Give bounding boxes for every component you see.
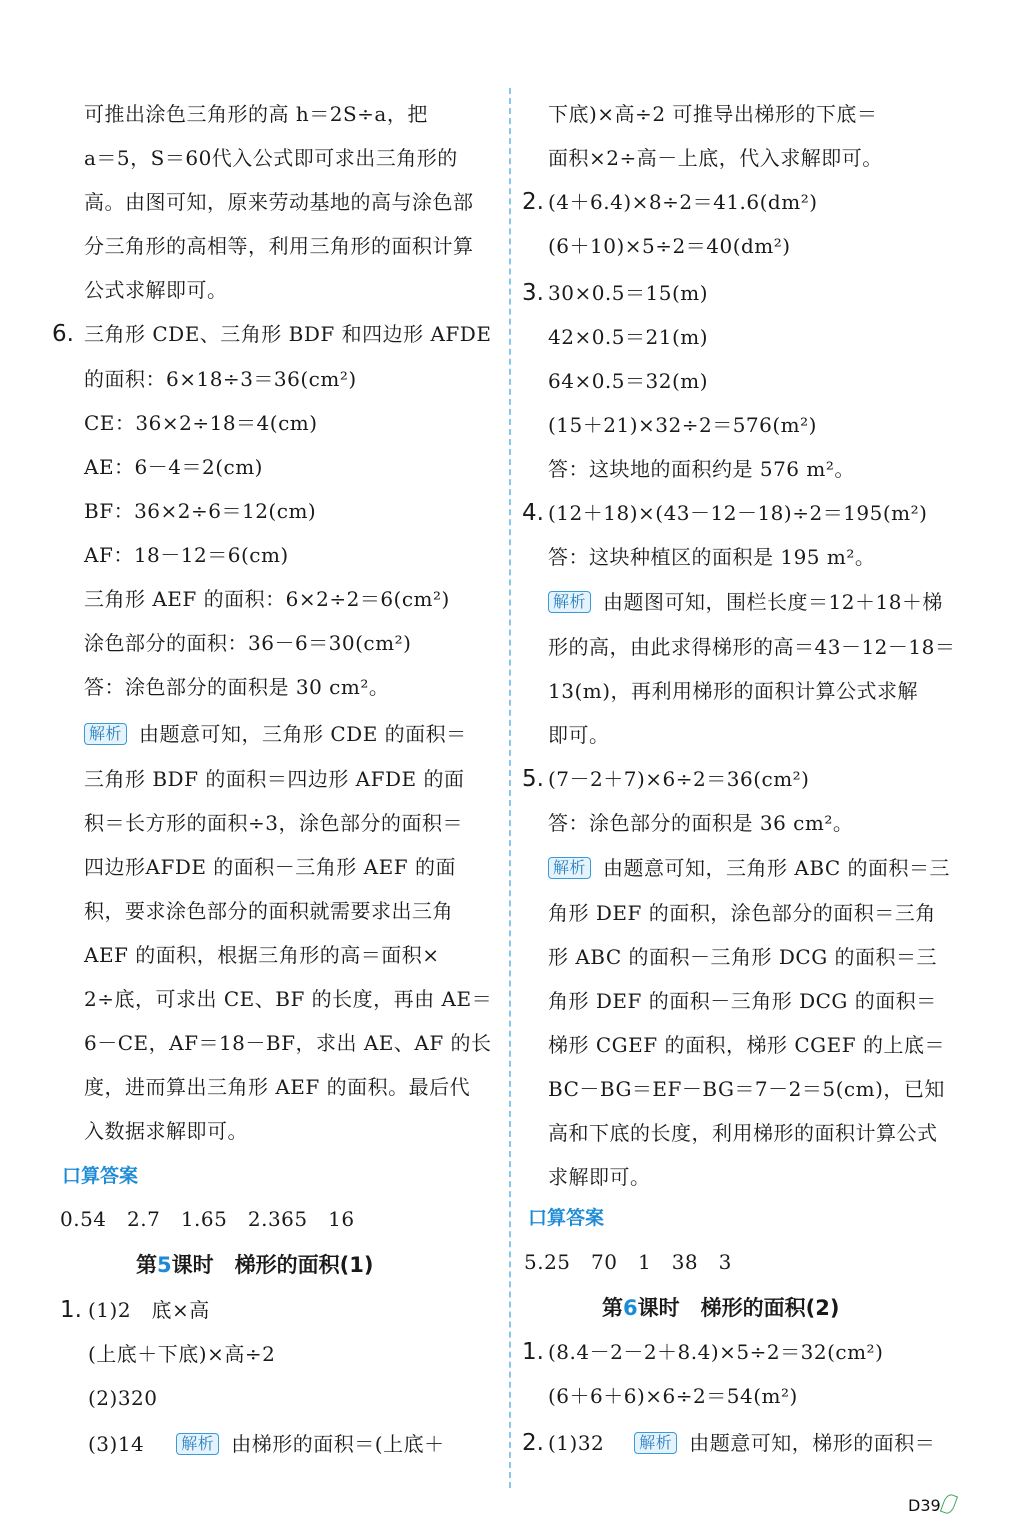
- text-line: 30×0.5＝15(m): [548, 281, 709, 305]
- text-line: 可推出涂色三角形的高 h＝2S÷a，把: [84, 102, 428, 126]
- text-line: 答：这块地的面积约是 576 m²。: [548, 457, 855, 481]
- text-line: (7－2＋7)×6÷2＝36(cm²): [548, 767, 810, 791]
- text-line: 2÷底，可求出 CE、BF 的长度，再由 AE＝: [84, 987, 493, 1011]
- kousuan-answers: 5.25 70 1 38 3: [524, 1250, 732, 1274]
- kousuan-heading: [528, 1206, 604, 1230]
- analysis-line: [84, 721, 467, 747]
- analysis-badge: 解析: [548, 857, 591, 879]
- question-number: 4.: [522, 500, 544, 526]
- text-line: (3)14: [88, 1432, 145, 1456]
- text-line: (12＋18)×(43－12－18)÷2＝195(m²): [548, 501, 928, 525]
- text-line: 三角形 AEF 的面积：6×2÷2＝6(cm²): [84, 587, 450, 611]
- text-line: (15＋21)×32÷2＝576(m²): [548, 413, 817, 437]
- question-number: 3.: [522, 280, 544, 306]
- text-line: (6＋6＋6)×6÷2＝54(m²): [548, 1384, 798, 1408]
- lesson-title-pre: 第: [602, 1296, 623, 1320]
- analysis-badge: 解析: [176, 1433, 219, 1455]
- lesson-title-post: 课时 梯形的面积(2): [637, 1296, 840, 1320]
- lesson-title-post: 课时 梯形的面积(1): [171, 1253, 374, 1277]
- lesson-title-pre: 第: [136, 1253, 157, 1277]
- text-line: CE：36×2÷18＝4(cm): [84, 411, 318, 435]
- text-line: 答：涂色部分的面积是 30 cm²。: [84, 675, 390, 699]
- analysis-text: 由题意可知，三角形 CDE 的面积＝: [139, 722, 467, 746]
- kousuan-title: 口算答案: [62, 1165, 139, 1187]
- text-line: 积，要求涂色部分的面积就需要求出三角: [84, 899, 453, 923]
- kousuan-title: 口算答案: [528, 1207, 605, 1229]
- text-line: 高。由图可知，原来劳动基地的高与涂色部: [84, 190, 474, 214]
- analysis-line: [548, 1430, 935, 1456]
- text-line: 64×0.5＝32(m): [548, 369, 709, 393]
- text-line: (1)32: [548, 1431, 605, 1455]
- kousuan-answers: 0.54 2.7 1.65 2.365 16: [60, 1207, 355, 1231]
- question-number: 6.: [52, 321, 74, 347]
- lesson-number: 6: [623, 1296, 638, 1320]
- column-divider: [509, 88, 511, 1488]
- text-line: 公式求解即可。: [84, 278, 228, 302]
- text-line: 三角形 BDF 的面积＝四边形 AFDE 的面: [84, 767, 465, 791]
- text-line: 6－CE，AF＝18－BF，求出 AE、AF 的长: [84, 1031, 492, 1055]
- text-line: 13(m)，再利用梯形的面积计算公式求解: [548, 679, 919, 703]
- text-line: 形的高，由此求得梯形的高＝43－12－18＝: [548, 635, 956, 659]
- analysis-line: [548, 589, 943, 615]
- text-line: AE：6－4＝2(cm): [84, 455, 263, 479]
- text-line: BF：36×2÷6＝12(cm): [84, 499, 317, 523]
- text-line: a＝5，S＝60代入公式即可求出三角形的: [84, 146, 458, 170]
- text-line: 42×0.5＝21(m): [548, 325, 709, 349]
- analysis-text: 由题意可知，梯形的面积＝: [689, 1431, 936, 1455]
- question-number: 2.: [522, 1430, 544, 1456]
- text-line: 答：涂色部分的面积是 36 cm²。: [548, 811, 854, 835]
- leaf-icon: [940, 1493, 958, 1516]
- text-line: (2)320: [88, 1386, 158, 1410]
- analysis-line: [548, 855, 950, 881]
- text-line: 度，进而算出三角形 AEF 的面积。最后代: [84, 1075, 471, 1099]
- page-number-text: D39: [908, 1496, 941, 1515]
- text-line: 高和下底的长度，利用梯形的面积计算公式: [548, 1121, 938, 1145]
- analysis-text: 由题意可知，三角形 ABC 的面积＝三: [603, 856, 951, 880]
- text-line: 角形 DEF 的面积，涂色部分的面积＝三角: [548, 901, 936, 925]
- text-line: AEF 的面积，根据三角形的高＝面积×: [84, 943, 440, 967]
- text-line: (6＋10)×5÷2＝40(dm²): [548, 234, 791, 258]
- text-line: 的面积：6×18÷3＝36(cm²): [84, 367, 357, 391]
- analysis-line: [88, 1431, 445, 1457]
- analysis-text: 由梯形的面积＝(上底＋: [231, 1432, 445, 1456]
- question-number: 1.: [60, 1297, 82, 1323]
- analysis-text: 由题图可知，围栏长度＝12＋18＋梯: [603, 590, 943, 614]
- text-line: 下底)×高÷2 可推导出梯形的下底＝: [548, 102, 878, 126]
- lesson-title: [136, 1249, 373, 1279]
- text-line: 三角形 CDE、三角形 BDF 和四边形 AFDE: [84, 322, 492, 346]
- page-number: [908, 1494, 955, 1515]
- text-line: BC－BG＝EF－BG＝7－2＝5(cm)，已知: [548, 1077, 945, 1101]
- text-line: (4＋6.4)×8÷2＝41.6(dm²): [548, 190, 818, 214]
- text-line: 面积×2÷高－上底，代入求解即可。: [548, 146, 883, 170]
- analysis-badge: 解析: [84, 723, 127, 745]
- text-line: (1)2 底×高: [88, 1298, 210, 1322]
- lesson-number: 5: [157, 1253, 172, 1277]
- lesson-title: [602, 1292, 839, 1322]
- question-number: 2.: [522, 189, 544, 215]
- text-line: 角形 DEF 的面积－三角形 DCG 的面积＝: [548, 989, 937, 1013]
- text-line: 答：这块种植区的面积是 195 m²。: [548, 545, 876, 569]
- text-line: 四边形AFDE 的面积－三角形 AEF 的面: [84, 855, 456, 879]
- text-line: 求解即可。: [548, 1165, 651, 1189]
- text-line: 涂色部分的面积：36－6＝30(cm²): [84, 631, 412, 655]
- text-line: 分三角形的高相等，利用三角形的面积计算: [84, 234, 474, 258]
- text-line: 形 ABC 的面积－三角形 DCG 的面积＝三: [548, 945, 938, 969]
- kousuan-heading: [62, 1164, 138, 1188]
- text-line: 入数据求解即可。: [84, 1119, 248, 1143]
- text-line: AF：18－12＝6(cm): [84, 543, 289, 567]
- analysis-badge: 解析: [548, 591, 591, 613]
- question-number: 1.: [522, 1339, 544, 1365]
- question-number: 5.: [522, 766, 544, 792]
- text-line: 梯形 CGEF 的面积，梯形 CGEF 的上底＝: [548, 1033, 945, 1057]
- text-line: 积＝长方形的面积÷3，涂色部分的面积＝: [84, 811, 463, 835]
- text-line: (上底＋下底)×高÷2: [88, 1342, 276, 1366]
- text-line: (8.4－2－2＋8.4)×5÷2＝32(cm²): [548, 1340, 884, 1364]
- text-line: 即可。: [548, 723, 610, 747]
- analysis-badge: 解析: [634, 1432, 677, 1454]
